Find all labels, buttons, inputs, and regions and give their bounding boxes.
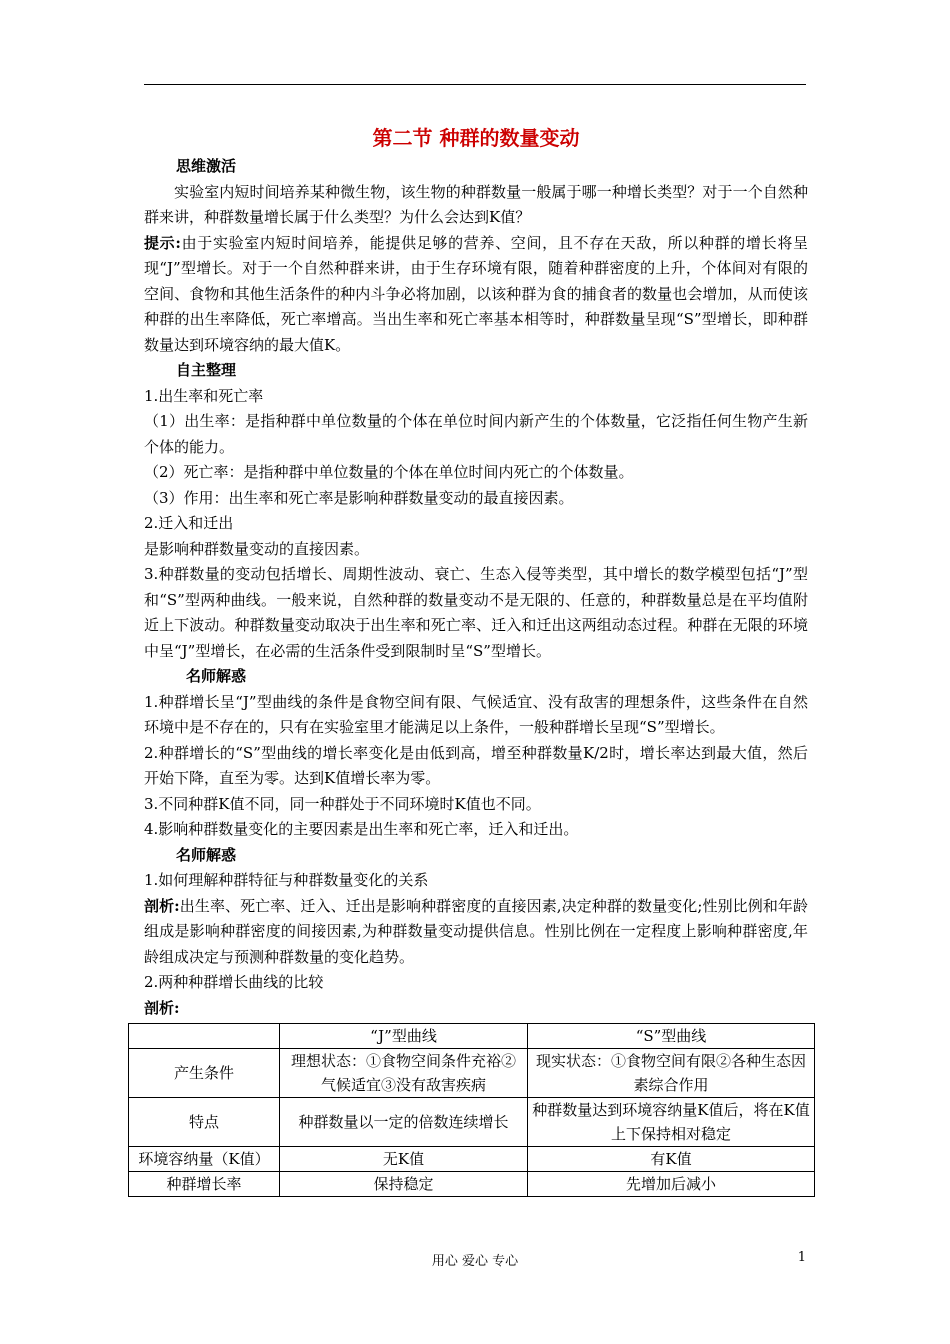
comparison-table (128, 1023, 815, 1197)
list-item: （3）作用：出生率和死亡率是影响种群数量变动的最直接因素。 (144, 488, 574, 507)
page-title: 第二节 种群的数量变动 (372, 126, 580, 150)
hint-label: 提示: (144, 233, 181, 252)
analysis-text: 出生率、死亡率、迁入、迁出是影响种群密度的直接因素,决定种群的数量变化;性别比例和年龄组成是影响种群密度的间接因素,为种群数量变动提供信息。性别比例在一定程度上影响种群密度,年龄组成决定与预测种群数量的变化趋势。 (144, 896, 808, 966)
list-item: 1.出生率和死亡率 (144, 386, 264, 405)
table-cell: 种群数量以一定的倍数连续增长 (280, 1098, 528, 1147)
list-item: （2）死亡率：是指种群中单位数量的个体在单位时间内死亡的个体数量。 (144, 463, 634, 481)
table-cell: 有K值 (528, 1147, 815, 1172)
table-header-row (129, 1024, 815, 1049)
question-1: 1.如何理解种群特征与种群数量变化的关系 (144, 871, 429, 889)
question-paragraph: 实验室内短时间培养某种微生物，该生物的种群数量一般属于哪一种增长类型？对于一个自然种群来讲，种群数量增长属于什么类型？为什么会达到K值？ (144, 182, 808, 226)
table-cell: 种群数量达到环境容纳量K值后，将在K值上下保持相对稳定 (528, 1098, 815, 1147)
table-header-cell: “J”型曲线 (280, 1024, 528, 1049)
table-cell: 保持稳定 (280, 1172, 528, 1197)
list-item: 是影响种群数量变动的直接因素。 (144, 539, 370, 558)
hint-paragraph (144, 231, 808, 359)
list-item: 4.影响种群数量变化的主要因素是出生率和死亡率，迁入和迁出。 (144, 820, 579, 838)
table-cell: 种群增长率 (129, 1172, 280, 1197)
list-item: 3.种群数量的变动包括增长、周期性波动、衰亡、生态入侵等类型，其中增长的数学模型包括“J”型和“S”型两种曲线。一般来说，自然种群的数量变动不是无限的、任意的，种群数量总是在平均值附近上下波动。种群数量变动取决于出生率和死亡率、迁入和迁出这两组动态过程。种群在无限的环境中呈“J”型增长，在必需的生活条件受到限制时呈“S”型增长。 (144, 565, 808, 660)
analysis-label: 剖析: (144, 896, 180, 915)
table-header-cell (129, 1024, 280, 1049)
table-row (129, 1147, 815, 1172)
table-row (129, 1049, 815, 1098)
section-heading-self-study: 自主整理 (176, 361, 237, 379)
page-number: 1 (797, 1250, 806, 1265)
table-header-cell: “S”型曲线 (528, 1024, 815, 1049)
list-item: 1.种群增长呈“J”型曲线的条件是食物空间有限、气候适宜、没有敌害的理想条件，这些条件在自然环境中是不存在的，只有在实验室里才能满足以上条件，一般种群增长呈现“S”型增长。 (144, 692, 808, 736)
table-row (129, 1172, 815, 1197)
table-row (129, 1098, 815, 1147)
list-item: 3.不同种群K值不同，同一种群处于不同环境时K值也不同。 (144, 794, 541, 813)
table-cell: 现实状态：①食物空间有限②各种生态因素综合作用 (528, 1049, 815, 1098)
question-2: 2.两种种群增长曲线的比较 (144, 973, 324, 991)
section-heading-explain-1: 名师解惑 (186, 667, 247, 685)
table-cell: 无K值 (280, 1147, 528, 1172)
list-item: 2.迁入和迁出 (144, 514, 234, 532)
footer-motto: 用心 爱心 专心 (431, 1254, 519, 1269)
document-body (138, 124, 810, 1197)
section-heading-explain-2: 名师解惑 (176, 845, 237, 864)
header-rule (144, 84, 806, 85)
table-cell: 特点 (129, 1098, 280, 1147)
analysis-label-2: 剖析: (144, 998, 180, 1017)
hint-text: 由于实验室内短时间培养，能提供足够的营养、空间，且不存在天敌，所以种群的增长将呈现“J”型增长。对于一个自然种群来讲，由于生存环境有限，随着种群密度的上升，个体间对有限的空间、食物和其他生活条件的种内斗争必将加剧，以该种群为食的捕食者的数量也会增加，从而使该种群的出生率降低，死亡率增高。当出生率和死亡率基本相等时，种群数量呈现“S”型增长，即种群数量达到环境容纳的最大值K。 (144, 233, 808, 354)
list-item: 2.种群增长的“S”型曲线的增长率变化是由低到高，增至种群数量K/2时，增长率达到最大值，然后开始下降，直至为零。达到K值增长率为零。 (144, 743, 808, 787)
analysis-1 (144, 894, 808, 971)
table-cell: 先增加后减小 (528, 1172, 815, 1197)
table-cell: 产生条件 (129, 1049, 280, 1098)
section-heading-thinking: 思维激活 (176, 157, 237, 175)
table-cell: 理想状态：①食物空间条件充裕②气候适宜③没有敌害疾病 (280, 1049, 528, 1098)
list-item: （1）出生率：是指种群中单位数量的个体在单位时间内新产生的个体数量，它泛指任何生物产生新个体的能力。 (144, 412, 808, 456)
table-cell: 环境容纳量（K值） (129, 1147, 280, 1172)
